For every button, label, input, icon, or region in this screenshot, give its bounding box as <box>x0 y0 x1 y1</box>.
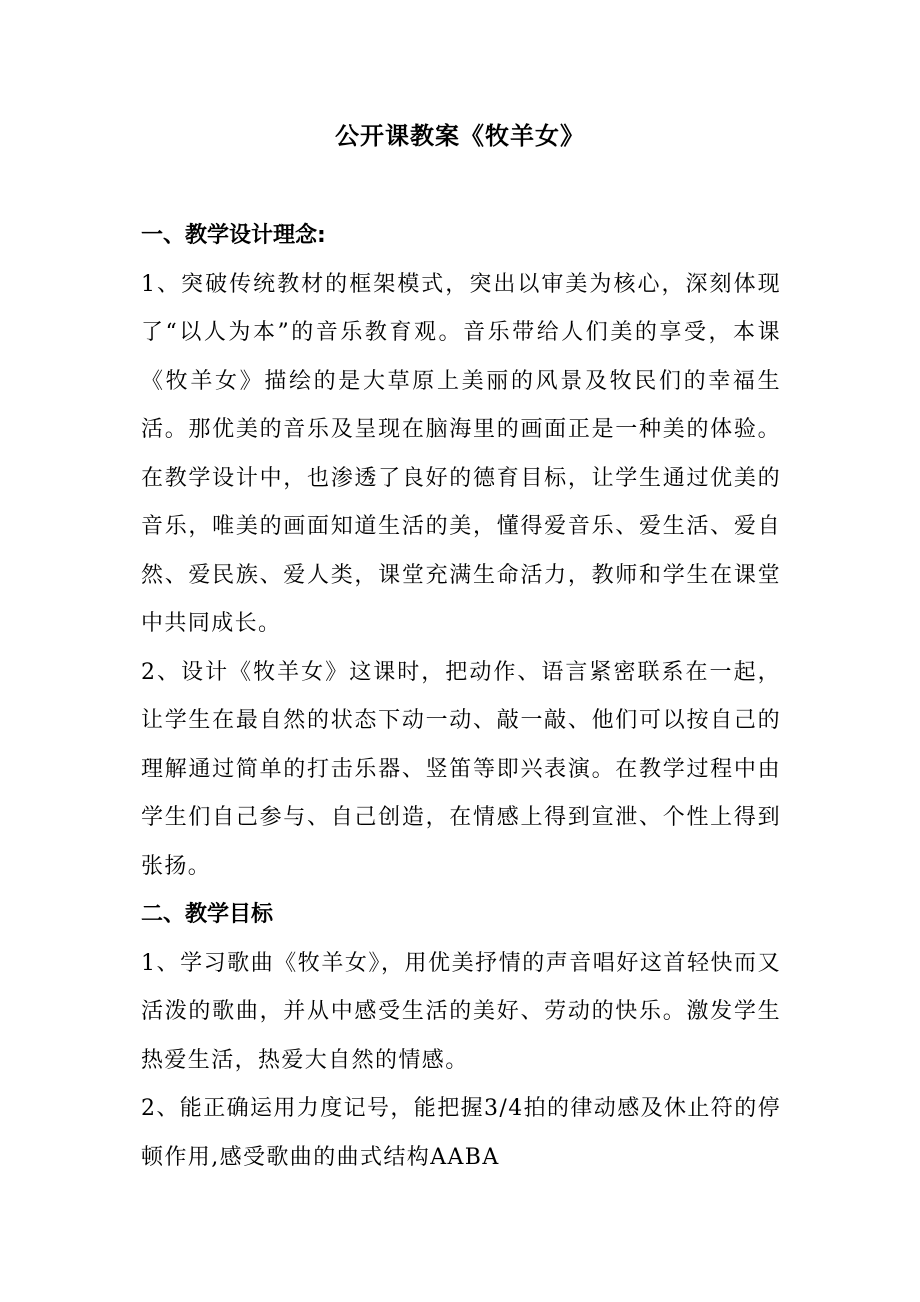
paragraph-goal-2: 2、能正确运用力度记号，能把握3/4拍的律动感及休止符的停顿作用,感受歌曲的曲式结构AABA <box>141 1096 782 1170</box>
document-title: 公开课教案《牧羊女》 <box>335 122 585 150</box>
paragraph-concept-2: 2、设计《牧羊女》这课时，把动作、语言紧密联系在一起，让学生在最自然的状态下动一动、敲一敲、他们可以按自己的理解通过简单的打击乐器、竖笛等即兴表演。在教学过程中由学生们自己参与、自己创造，在情感上得到宣泄、个性上得到张扬。 <box>141 659 781 879</box>
paragraph-concept-1: 1、突破传统教材的框架模式，突出以审美为核心，深刻体现了“以人为本”的音乐教育观。音乐带给人们美的享受，本课《牧羊女》描绘的是大草原上美丽的风景及牧民们的幸福生活。那优美的音乐及呈现在脑海里的画面正是一种美的体验。在教学设计中，也渗透了良好的德育目标，让学生通过优美的音乐，唯美的画面知道生活的美，懂得爱音乐、爱生活、爱自然、爱民族、爱人类，课堂充满生命活力，教师和学生在课堂中共同成长。 <box>141 271 781 636</box>
paragraph-goal-1: 1、学习歌曲《牧羊女》，用优美抒情的声音唱好这首轻快而又活泼的歌曲，并从中感受生活的美好、劳动的快乐。激发学生热爱生活，热爱大自然的情感。 <box>141 950 781 1073</box>
section-heading-teaching-goals: 二、教学目标 <box>141 902 274 927</box>
section-heading-design-concept: 一、教学设计理念: <box>141 223 326 248</box>
document-body <box>141 212 781 1182</box>
